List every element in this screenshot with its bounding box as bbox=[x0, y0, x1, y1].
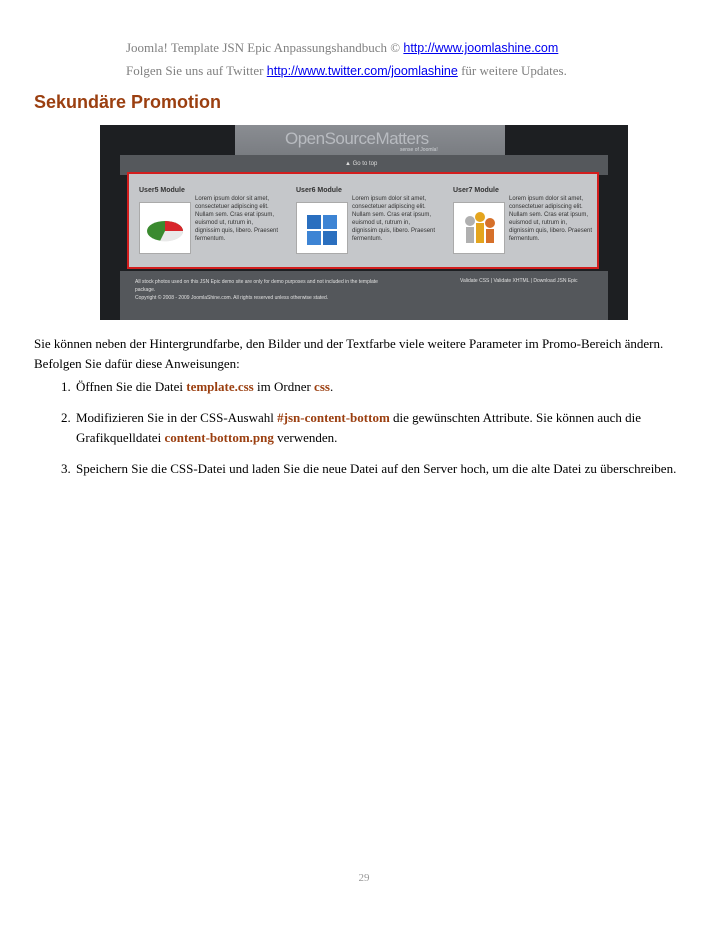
header-line-2-suffix: für weitere Updates. bbox=[457, 63, 567, 78]
user5-module bbox=[129, 186, 279, 266]
list-item: 3. Speichern Sie die CSS-Datei und laden Sie die neue Datei auf den Server hoch, um die alte Datei zu überschreiben. bbox=[74, 459, 694, 479]
people-icon bbox=[453, 202, 505, 254]
page-number: 29 bbox=[358, 872, 370, 884]
screenshot-footer-links: Validate CSS | Validate XHTML | Download JSN Epic bbox=[460, 278, 578, 284]
list-item: 1. Öffnen Sie die Datei template.css im Ordner css. bbox=[74, 377, 694, 397]
user7-module bbox=[443, 186, 593, 266]
screenshot-logo: OpenSourceMatters bbox=[285, 129, 429, 148]
screenshot-logo-sub: sense of Joomla! bbox=[400, 147, 438, 153]
user6-module-title: User6 Module bbox=[296, 187, 342, 194]
intro-paragraph: Sie können neben der Hintergrundfarbe, den Bilder und der Textfarbe viele weitere Parameter im Promo-Bereich ändern. Befolgen Sie dafür diese Anweisungen: bbox=[34, 336, 664, 371]
header-line-2-text: Folgen Sie uns auf Twitter bbox=[126, 63, 267, 78]
user7-module-text: Lorem ipsum dolor sit amet, consectetuer adipiscing elit. Nullam sem. Cras erat ipsum, euismod ut, rutrum in, dignissim quis, libero. Praesent fermentum. bbox=[509, 196, 593, 242]
joomlashine-link[interactable]: http://www.joomlashine.com bbox=[403, 41, 559, 55]
header-line-1 bbox=[126, 40, 558, 56]
puzzle-icon bbox=[296, 202, 348, 254]
twitter-link[interactable]: http://www.twitter.com/joomlashine bbox=[266, 64, 458, 78]
section-title: Sekundäre Promotion bbox=[34, 92, 222, 112]
screenshot-footer-text: All stock photos used on this JSN Epic demo site are only for demo purposes and not included in the template package. Copyright © 2008 - 2009 JoomlaShine.com. All rights reserved unless otherwise stated. bbox=[135, 279, 378, 301]
user6-module bbox=[286, 186, 436, 266]
content-bottom-highlight bbox=[127, 172, 599, 269]
goto-top-link: ▲ Go to top bbox=[345, 161, 378, 167]
user7-module-title: User7 Module bbox=[453, 187, 499, 194]
header-line-2 bbox=[126, 63, 567, 79]
user6-module-text: Lorem ipsum dolor sit amet, consectetuer adipiscing elit. Nullam sem. Cras erat ipsum, euismod ut, rutrum in, dignissim quis, libero. Praesent fermentum. bbox=[352, 196, 436, 242]
instruction-list bbox=[34, 377, 694, 490]
user5-module-text: Lorem ipsum dolor sit amet, consectetuer adipiscing elit. Nullam sem. Cras erat ipsum, euismod ut, rutrum in, dignissim quis, libero. Praesent fermentum. bbox=[195, 196, 279, 242]
list-item: 2. Modifizieren Sie in der CSS-Auswahl #jsn-content-bottom die gewünschten Attribute. Sie können auch die Grafikquelldatei content-bottom.png verwenden. bbox=[74, 408, 694, 448]
promo-screenshot bbox=[100, 125, 628, 320]
pie-chart-icon bbox=[139, 202, 191, 254]
user5-module-title: User5 Module bbox=[139, 187, 185, 194]
header-line-1-text: Joomla! Template JSN Epic Anpassungshandbuch © bbox=[126, 40, 404, 55]
